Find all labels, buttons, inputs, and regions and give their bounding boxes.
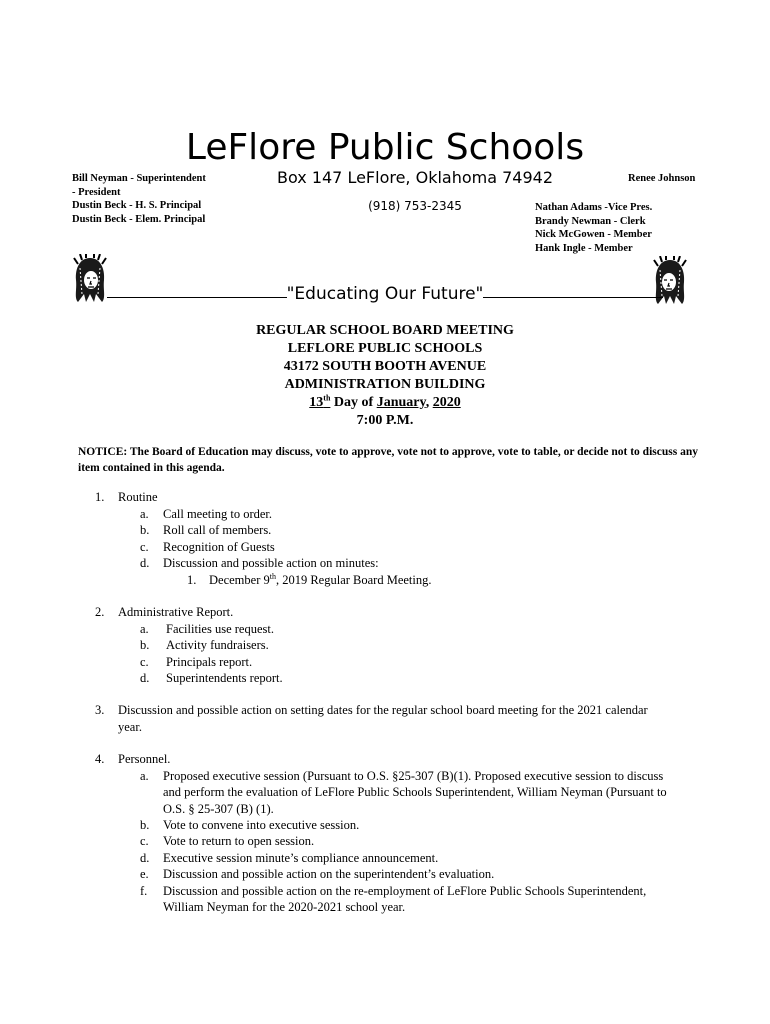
motto-rule-right xyxy=(483,297,663,298)
meeting-day: 13th xyxy=(309,393,331,410)
board-members-list xyxy=(535,201,652,255)
meeting-school: LEFLORE PUBLIC SCHOOLS xyxy=(287,341,483,356)
board-member: Brandy Newman - Clerk xyxy=(535,215,646,227)
school-phone: (918) 753-2345 xyxy=(368,199,462,213)
school-address: Box 147 LeFlore, Oklahoma 74942 xyxy=(276,168,554,187)
staff-list xyxy=(72,172,206,226)
meeting-building: ADMINISTRATION BUILDING xyxy=(284,377,486,392)
meeting-date: 13th Day of January, 2020 xyxy=(309,393,461,410)
board-member: Nathan Adams -Vice Pres. xyxy=(535,202,653,213)
meeting-heading xyxy=(0,322,770,430)
motto xyxy=(100,284,670,304)
meeting-street: 43172 SOUTH BOOTH AVENUE xyxy=(283,359,487,374)
meeting-day-of: Day of xyxy=(333,395,374,410)
board-president-name: Renee Johnson xyxy=(628,173,696,184)
meeting-year: 2020 xyxy=(432,395,461,410)
meeting-time: 7:00 P.M. xyxy=(356,413,414,428)
motto-text: "Educating Our Future" xyxy=(286,284,484,304)
notice: NOTICE: The Board of Education may discuss, vote to approve, vote not to approve, vote to table, or decide not to discuss any item contained in this agenda. xyxy=(78,446,698,474)
staff-elem-principal: Dustin Beck - Elem. Principal xyxy=(72,213,206,225)
staff-hs-principal: Dustin Beck - H. S. Principal xyxy=(72,200,202,211)
staff-president: - President xyxy=(72,186,121,198)
meeting-month: January xyxy=(376,395,426,410)
page-title: LeFlore Public Schools xyxy=(185,127,585,168)
board-member: Hank Ingle - Member xyxy=(535,242,633,254)
motto-rule-left xyxy=(107,297,287,298)
meeting-type: REGULAR SCHOOL BOARD MEETING xyxy=(256,323,514,338)
staff-superintendent: Bill Neyman - Superintendent xyxy=(72,173,206,184)
board-member: Nick McGowen - Member xyxy=(535,229,652,240)
